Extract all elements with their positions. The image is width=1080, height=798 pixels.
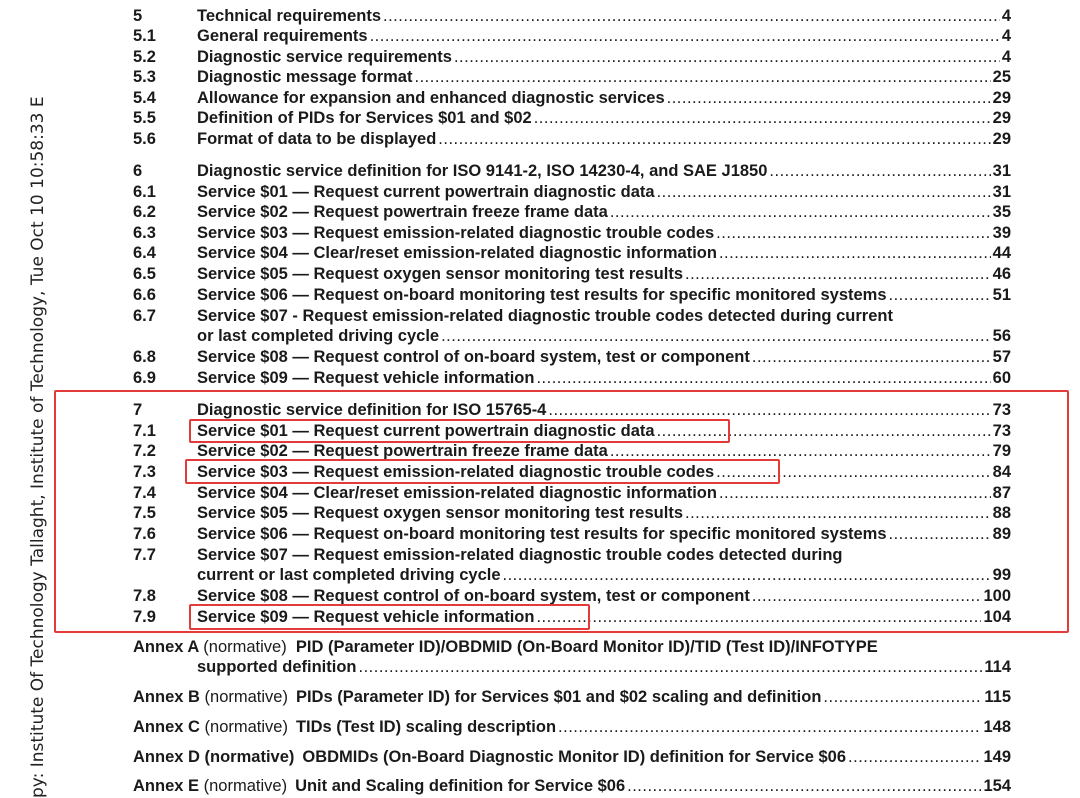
section-number: 7.3 [133, 463, 156, 481]
toc-annex-b[interactable] [133, 687, 1011, 707]
page-number: 29 [992, 89, 1011, 107]
page-number: 60 [992, 369, 1011, 387]
section-title: Format of data to be displayed [197, 130, 437, 148]
section-title: Service $08 — Request control of on-board system, test or component [197, 587, 750, 605]
section-number: 5.1 [133, 27, 156, 45]
section-number: 6.3 [133, 224, 156, 242]
section-title: Service $03 — Request emission-related diagnostic trouble codes [197, 224, 715, 242]
section-title: Service $06 — Request on-board monitoring test results for specific monitored systems [197, 286, 887, 304]
section-title: Service $05 — Request oxygen sensor monitoring test results [197, 504, 683, 522]
entry-7-1-highlight-box [189, 419, 730, 443]
page-number: 73 [992, 401, 1011, 419]
dot-leader [889, 285, 991, 305]
page-number: 84 [992, 463, 1011, 481]
page-number: 154 [983, 777, 1011, 795]
section-title: Service $09 — Request vehicle information [197, 608, 535, 626]
section-number: 6.5 [133, 265, 156, 283]
section-number: 6.9 [133, 369, 156, 387]
toc-entry-6-8[interactable] [133, 347, 1011, 367]
section-title: Allowance for expansion and enhanced diagnostic services [197, 89, 665, 107]
section-number: 6.4 [133, 244, 156, 262]
dot-leader [769, 161, 990, 181]
annex-title: TIDs (Test ID) scaling description [295, 718, 557, 736]
section-title: Technical requirements [197, 7, 382, 25]
section-number: 7.6 [133, 525, 156, 543]
dot-leader [536, 368, 990, 388]
page-number: 29 [992, 109, 1011, 127]
section-title: Definition of PIDs for Services $01 and $02 [197, 109, 532, 127]
page-number: 100 [983, 587, 1011, 605]
dot-leader [627, 776, 981, 796]
toc-entry-5[interactable] [133, 6, 1011, 26]
section-number: 5.5 [133, 109, 156, 127]
toc-entry-5-1[interactable] [133, 26, 1011, 46]
section-number: 5.2 [133, 48, 156, 66]
section-title-continued: current or last completed driving cycle [197, 566, 501, 584]
side-watermark: py: Institute Of Technology Tallaght, Institute of Technology, Tue Oct 10 10:58:33 E [28, 96, 48, 798]
section-number: 5.4 [133, 89, 156, 107]
page-number: 73 [992, 422, 1011, 440]
section-number: 7.9 [133, 608, 156, 626]
page-number: 99 [992, 566, 1011, 584]
dot-leader [848, 747, 981, 767]
page-number: 57 [992, 348, 1011, 366]
annex-kind: (normative) [204, 688, 288, 706]
section-number: 7 [133, 401, 143, 419]
toc-entry-6-7-continued[interactable] [133, 326, 1011, 346]
dot-leader [716, 223, 990, 243]
page-number: 104 [983, 608, 1011, 626]
section-title: Service $04 — Clear/reset emission-related diagnostic information [197, 484, 717, 502]
dot-leader [370, 26, 1000, 46]
page-number: 4 [1001, 27, 1011, 45]
section-title: Service $08 — Request control of on-board system, test or component [197, 348, 750, 366]
toc-entry-6-7[interactable] [133, 306, 1011, 326]
section-number: 5 [133, 7, 143, 25]
page-number: 31 [992, 183, 1011, 201]
dot-leader [414, 67, 990, 87]
toc-entry-6-2[interactable] [133, 202, 1011, 222]
annex-kind: (normative) [204, 748, 295, 766]
page-number: 87 [992, 484, 1011, 502]
section-title: Service $06 — Request on-board monitoring test results for specific monitored systems [197, 525, 887, 543]
section-number: 7.5 [133, 504, 156, 522]
section-number: 6.8 [133, 348, 156, 366]
annex-title: OBDMIDs (On-Board Diagnostic Monitor ID) definition for Service $06 [302, 748, 847, 766]
toc-entry-5-3[interactable] [133, 67, 1011, 87]
page-number: 56 [992, 327, 1011, 345]
section-title: Service $02 — Request powertrain freeze frame data [197, 442, 608, 460]
page-number: 39 [992, 224, 1011, 242]
dot-leader [441, 326, 991, 346]
section-number: 7.2 [133, 442, 156, 460]
section-title: Service $01 — Request current powertrain diagnostic data [197, 183, 655, 201]
dot-leader [685, 264, 991, 284]
section-title: Service $07 — Request emission-related diagnostic trouble codes detected during [197, 546, 843, 564]
entry-7-3-highlight-box [185, 459, 780, 484]
section-number: 7.7 [133, 546, 156, 564]
page-number: 149 [983, 748, 1011, 766]
section-number: 7.4 [133, 484, 156, 502]
section-title: Service $05 — Request oxygen sensor monitoring test results [197, 265, 683, 283]
dot-leader [752, 347, 991, 367]
annex-label: Annex D [133, 748, 200, 766]
section-title-continued: or last completed driving cycle [197, 327, 440, 345]
section-title: Diagnostic service definition for ISO 9141-2, ISO 14230-4, and SAE J1850 [197, 162, 768, 180]
section-number: 5.6 [133, 130, 156, 148]
section-title: Diagnostic message format [197, 68, 413, 86]
dot-leader [558, 717, 981, 737]
toc-annex-c[interactable] [133, 717, 1011, 737]
section-title: Service $07 - Request emission-related diagnostic trouble codes detected during current [197, 307, 893, 325]
section-number: 7.1 [133, 422, 156, 440]
page-number: 114 [984, 658, 1011, 676]
dot-leader [383, 6, 1000, 26]
section-number: 6 [133, 162, 143, 180]
toc-annex-e[interactable] [133, 776, 1011, 796]
annex-kind: (normative) [204, 718, 288, 736]
section-title: General requirements [197, 27, 368, 45]
dot-leader [657, 182, 991, 202]
section-title: Diagnostic service definition for ISO 15765-4 [197, 401, 547, 419]
dot-leader [534, 108, 991, 128]
section-title: Diagnostic service requirements [197, 48, 452, 66]
section-title: Service $01 — Request current powertrain diagnostic data [197, 422, 655, 440]
toc-annex-d[interactable] [133, 747, 1011, 767]
page-number: 79 [992, 442, 1011, 460]
annex-kind: (normative) [203, 777, 288, 795]
annex-title: PIDs (Parameter ID) for Services $01 and $02 scaling and definition [295, 688, 822, 706]
page-number: 4 [1001, 48, 1011, 66]
toc-entry-6-9[interactable] [133, 368, 1011, 388]
page-number: 31 [992, 162, 1011, 180]
annex-label: Annex B [133, 688, 200, 706]
entry-7-9-highlight-box [189, 604, 590, 630]
toc-entry-5-4[interactable] [133, 88, 1011, 108]
section-number: 5.3 [133, 68, 156, 86]
annex-label-group [133, 687, 288, 707]
dot-leader [823, 687, 982, 707]
page-number: 4 [1001, 7, 1011, 25]
page-number: 89 [992, 525, 1011, 543]
page-number: 148 [983, 718, 1011, 736]
section-title: Service $02 — Request powertrain freeze frame data [197, 203, 608, 221]
toc-entry-6-6[interactable] [133, 285, 1011, 305]
section-title: Service $09 — Request vehicle information [197, 369, 535, 387]
toc-entry-6-3[interactable] [133, 223, 1011, 243]
section-number: 6.1 [133, 183, 156, 201]
page-number: 51 [992, 286, 1011, 304]
section-title: Service $03 — Request emission-related diagnostic trouble codes [197, 463, 715, 481]
dot-leader [719, 243, 991, 263]
page-number: 25 [992, 68, 1011, 86]
page-number: 115 [984, 688, 1011, 706]
toc-entry-6-5[interactable] [133, 264, 1011, 284]
annex-label: Annex C [133, 718, 200, 736]
toc-annex-a[interactable] [133, 637, 1011, 657]
page-number: 29 [992, 130, 1011, 148]
page-number: 44 [992, 244, 1011, 262]
annex-label: Annex E [133, 777, 200, 795]
section-number: 6.2 [133, 203, 156, 221]
toc-entry-6-1[interactable] [133, 182, 1011, 202]
annex-title-continued: supported definition [197, 658, 357, 676]
toc-annex-a-continued[interactable] [133, 657, 1011, 677]
annex-kind: (normative) [203, 638, 287, 656]
page-number: 46 [992, 265, 1011, 283]
annex-title: PID (Parameter ID)/OBDMID (On-Board Monitor ID)/TID (Test ID)/INFOTYPE [295, 638, 878, 656]
section-title: Service $04 — Clear/reset emission-related diagnostic information [197, 244, 717, 262]
annex-label-group [133, 717, 288, 737]
toc-entry-6-4[interactable] [133, 243, 1011, 263]
toc-entry-5-2[interactable] [133, 47, 1011, 67]
dot-leader [438, 129, 990, 149]
page-number: 35 [992, 203, 1011, 221]
page-number: 88 [992, 504, 1011, 522]
dot-leader [610, 202, 991, 222]
section-number: 6.6 [133, 286, 156, 304]
toc-entry-5-6[interactable] [133, 129, 1011, 149]
annex-label: Annex A [133, 638, 199, 656]
dot-leader [667, 88, 991, 108]
annex-label-group [133, 747, 294, 767]
toc-entry-6[interactable] [133, 161, 1011, 181]
annex-title: Unit and Scaling definition for Service $06 [295, 777, 626, 795]
annex-label-group [133, 776, 287, 796]
section-number: 6.7 [133, 307, 156, 325]
dot-leader [454, 47, 1000, 67]
toc-entry-5-5[interactable] [133, 108, 1011, 128]
dot-leader [358, 657, 982, 677]
section-number: 7.8 [133, 587, 156, 605]
